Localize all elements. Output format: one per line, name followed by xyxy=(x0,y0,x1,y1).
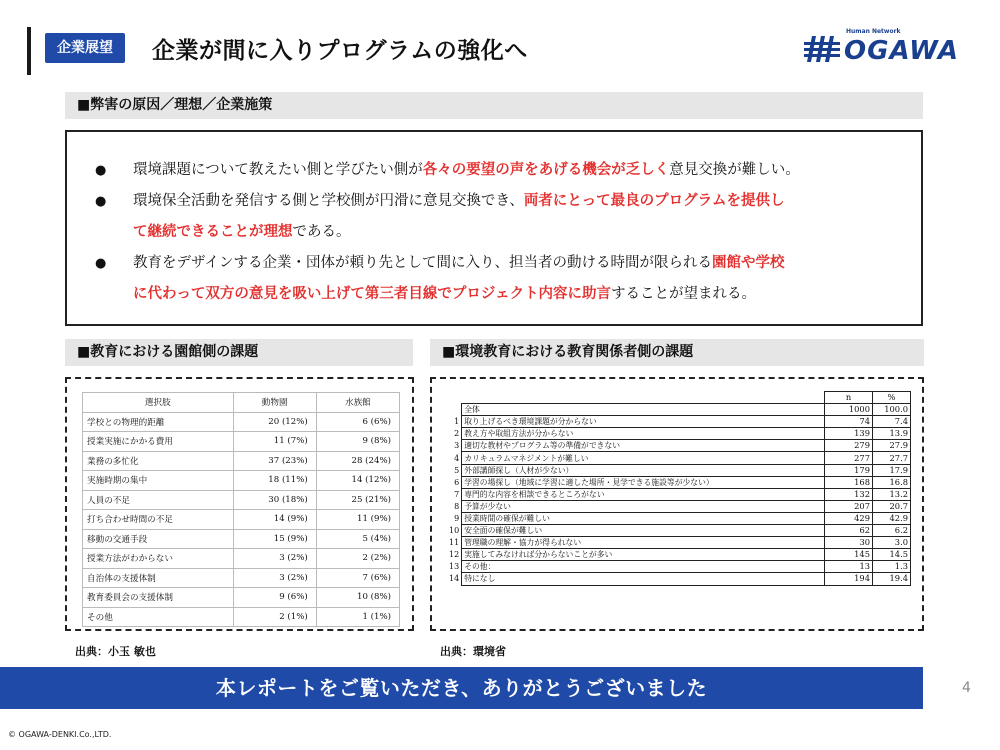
page-title: 企業が間に入りプログラムの強化へ xyxy=(152,38,528,64)
table-row xyxy=(83,510,400,530)
row-n: 145 xyxy=(825,549,873,561)
table-row xyxy=(447,464,911,476)
bullet-item xyxy=(95,247,784,280)
row-index: 6 xyxy=(454,477,460,487)
row-index: 3 xyxy=(454,441,460,451)
row-label: 予算が少ない xyxy=(462,500,825,512)
row-n: 13 xyxy=(825,561,873,573)
table-row xyxy=(447,416,911,428)
educator-table-body xyxy=(447,392,911,586)
row-n: 429 xyxy=(825,512,873,524)
bullet-text: に代わって双方の意見を吸い上げて第三者目線でプロジェクト内容に助言することが望まれる。 xyxy=(133,286,757,302)
row-pct: 27.9 xyxy=(873,440,911,452)
row-index: 14 xyxy=(449,574,460,584)
table-row xyxy=(83,451,400,471)
row-label: 学校との物理的距離 xyxy=(83,412,234,432)
row-index: 11 xyxy=(449,538,460,548)
bullet-dot-icon: ● xyxy=(95,256,107,271)
row-pct: 42.9 xyxy=(873,512,911,524)
logo-tagline: Human Network xyxy=(846,28,901,35)
table-row xyxy=(83,607,400,627)
bullet-continuation xyxy=(133,278,756,311)
row-label: 授業実施にかかる費用 xyxy=(83,432,234,452)
row-label: 授業時間の確保が難しい xyxy=(462,512,825,524)
row-label: 自治体の支援体制 xyxy=(83,568,234,588)
zoo-value: 18 (11%) xyxy=(233,471,316,491)
source-note-left: 出典：小玉 敏也 xyxy=(75,645,156,658)
row-pct: 3.0 xyxy=(873,537,911,549)
row-index: 7 xyxy=(454,489,460,499)
row-index: 9 xyxy=(454,513,460,523)
row-label: 業務の多忙化 xyxy=(83,451,234,471)
source-note-right: 出典：環境省 xyxy=(440,645,506,658)
row-index: 5 xyxy=(454,465,460,475)
row-label: 学習の場探し（地域に学習に適した場所・見学できる施設等が少ない） xyxy=(462,476,825,488)
row-n: 194 xyxy=(825,573,873,585)
row-label: 実施時期の集中 xyxy=(83,471,234,491)
table-row xyxy=(447,573,911,585)
bullet-dot-icon: ● xyxy=(95,194,107,209)
row-label: 教え方や取組方法が分からない xyxy=(462,428,825,440)
aquarium-value: 28 (24%) xyxy=(316,451,399,471)
row-pct: 27.7 xyxy=(873,452,911,464)
row-label: 管理職の理解・協力が得られない xyxy=(462,537,825,549)
row-pct: 19.4 xyxy=(873,573,911,585)
row-n: 168 xyxy=(825,476,873,488)
aquarium-value: 2 (2%) xyxy=(316,549,399,569)
section-heading-causes: ■弊害の原因／理想／企業施策 xyxy=(65,92,923,119)
table-row xyxy=(83,412,400,432)
row-pct: 1.3 xyxy=(873,561,911,573)
row-n: 277 xyxy=(825,452,873,464)
row-index: 13 xyxy=(449,562,460,572)
table-row xyxy=(447,500,911,512)
row-label: 実施してみなければ分からないことが多い xyxy=(462,549,825,561)
table-row xyxy=(83,432,400,452)
aquarium-value: 14 (12%) xyxy=(316,471,399,491)
bullet-item xyxy=(95,154,800,187)
row-pct: 16.8 xyxy=(873,476,911,488)
aquarium-value: 11 (9%) xyxy=(316,510,399,530)
thank-you-banner: 本レポートをご覧いただき、ありがとうございました xyxy=(0,667,923,709)
column-header-n: n xyxy=(825,392,873,404)
logo-wordmark: OGAWA xyxy=(844,36,960,66)
zoo-value: 20 (12%) xyxy=(233,412,316,432)
table-header-row xyxy=(447,392,911,404)
row-n: 279 xyxy=(825,440,873,452)
zoo-value: 14 (9%) xyxy=(233,510,316,530)
aquarium-value: 25 (21%) xyxy=(316,490,399,510)
educator-issues-table xyxy=(447,391,911,586)
section-heading-educator-issues: ■環境教育における教育関係者側の課題 xyxy=(430,339,924,366)
company-logo xyxy=(800,25,975,73)
row-label: 人員の不足 xyxy=(83,490,234,510)
column-header: 選択肢 xyxy=(83,393,234,413)
aquarium-value: 9 (8%) xyxy=(316,432,399,452)
zoo-value: 11 (7%) xyxy=(233,432,316,452)
row-label: 適切な教材やプログラム等の準備ができない xyxy=(462,440,825,452)
title-accent-bar xyxy=(27,27,31,75)
row-label: 教育委員会の支援体制 xyxy=(83,588,234,608)
row-index: 2 xyxy=(454,429,460,439)
row-n: 74 xyxy=(825,416,873,428)
zoo-value: 3 (2%) xyxy=(233,549,316,569)
bullet-dot-icon: ● xyxy=(95,163,107,178)
zoo-value: 3 (2%) xyxy=(233,568,316,588)
row-label: 特になし xyxy=(462,573,825,585)
table-row xyxy=(83,568,400,588)
row-index: 12 xyxy=(449,550,460,560)
row-label: 安全面の確保が難しい xyxy=(462,525,825,537)
row-pct: 17.9 xyxy=(873,464,911,476)
column-header: 動物園 xyxy=(233,393,316,413)
row-pct: 20.7 xyxy=(873,500,911,512)
table-row xyxy=(83,549,400,569)
row-index: 1 xyxy=(454,417,460,427)
zoo-value: 37 (23%) xyxy=(233,451,316,471)
page-number: 4 xyxy=(962,680,971,696)
row-label: 外部講師探し（人材が少ない） xyxy=(462,464,825,476)
row-index: 10 xyxy=(449,526,460,536)
facility-issues-table xyxy=(82,392,400,627)
facility-table-body xyxy=(83,412,400,627)
aquarium-value: 1 (1%) xyxy=(316,607,399,627)
row-n: 1000 xyxy=(825,404,873,416)
table-row xyxy=(447,476,911,488)
aquarium-value: 7 (6%) xyxy=(316,568,399,588)
row-pct: 100.0 xyxy=(873,404,911,416)
row-n: 139 xyxy=(825,428,873,440)
table-row xyxy=(447,512,911,524)
row-pct: 14.5 xyxy=(873,549,911,561)
zoo-value: 30 (18%) xyxy=(233,490,316,510)
table-row xyxy=(447,488,911,500)
bullet-continuation xyxy=(133,216,351,249)
row-n: 30 xyxy=(825,537,873,549)
zoo-value: 15 (9%) xyxy=(233,529,316,549)
row-pct: 6.2 xyxy=(873,525,911,537)
zoo-value: 9 (6%) xyxy=(233,588,316,608)
bullet-text: 環境課題について教えたい側と学びたい側が各々の要望の声をあげる機会が乏しく意見交換が難しい。 xyxy=(133,162,800,178)
row-index: 4 xyxy=(454,453,460,463)
section-heading-facility-issues: ■教育における園館側の課題 xyxy=(65,339,413,366)
row-n: 62 xyxy=(825,525,873,537)
table-header-row xyxy=(83,393,400,413)
row-label: 全体 xyxy=(462,404,825,416)
column-header-pct: % xyxy=(873,392,911,404)
copyright-notice: © OGAWA-DENKI.Co.,LTD. xyxy=(8,730,112,739)
row-label: 授業方法がわからない xyxy=(83,549,234,569)
row-label: 専門的な内容を相談できるところがない xyxy=(462,488,825,500)
table-row xyxy=(447,440,911,452)
row-label: 取り上げるべき環境課題が分からない xyxy=(462,416,825,428)
row-n: 132 xyxy=(825,488,873,500)
row-label: その他： xyxy=(462,561,825,573)
aquarium-value: 6 (6%) xyxy=(316,412,399,432)
row-label: その他 xyxy=(83,607,234,627)
table-row xyxy=(83,471,400,491)
column-header: 水族館 xyxy=(316,393,399,413)
table-row xyxy=(447,428,911,440)
row-n: 207 xyxy=(825,500,873,512)
logo-mark-icon xyxy=(802,34,842,64)
row-pct: 7.4 xyxy=(873,416,911,428)
row-label: 打ち合わせ時間の不足 xyxy=(83,510,234,530)
aquarium-value: 10 (8%) xyxy=(316,588,399,608)
table-row-total xyxy=(447,404,911,416)
table-row xyxy=(447,452,911,464)
zoo-value: 2 (1%) xyxy=(233,607,316,627)
table-row xyxy=(447,525,911,537)
table-row xyxy=(83,588,400,608)
row-label: 移動の交通手段 xyxy=(83,529,234,549)
facility-issues-panel xyxy=(65,377,414,631)
bullet-item xyxy=(95,185,785,218)
bullet-text: て継続できることが理想である。 xyxy=(133,224,351,240)
table-row xyxy=(83,529,400,549)
educator-issues-panel xyxy=(430,377,924,631)
bullet-text: 教育をデザインする企業・団体が頼り先として間に入り、担当者の動ける時間が限られる園館や学校 xyxy=(133,255,785,271)
table-row xyxy=(447,537,911,549)
row-label: カリキュラムマネジメントが難しい xyxy=(462,452,825,464)
row-n: 179 xyxy=(825,464,873,476)
table-row xyxy=(83,490,400,510)
row-pct: 13.2 xyxy=(873,488,911,500)
aquarium-value: 5 (4%) xyxy=(316,529,399,549)
category-badge: 企業展望 xyxy=(45,33,125,63)
ideal-summary-box xyxy=(65,130,923,326)
bullet-text: 環境保全活動を発信する側と学校側が円滑に意見交換でき、両者にとって最良のプログラムを提供し xyxy=(133,193,785,209)
row-pct: 13.9 xyxy=(873,428,911,440)
table-row xyxy=(447,549,911,561)
row-index: 8 xyxy=(454,501,460,511)
table-row xyxy=(447,561,911,573)
